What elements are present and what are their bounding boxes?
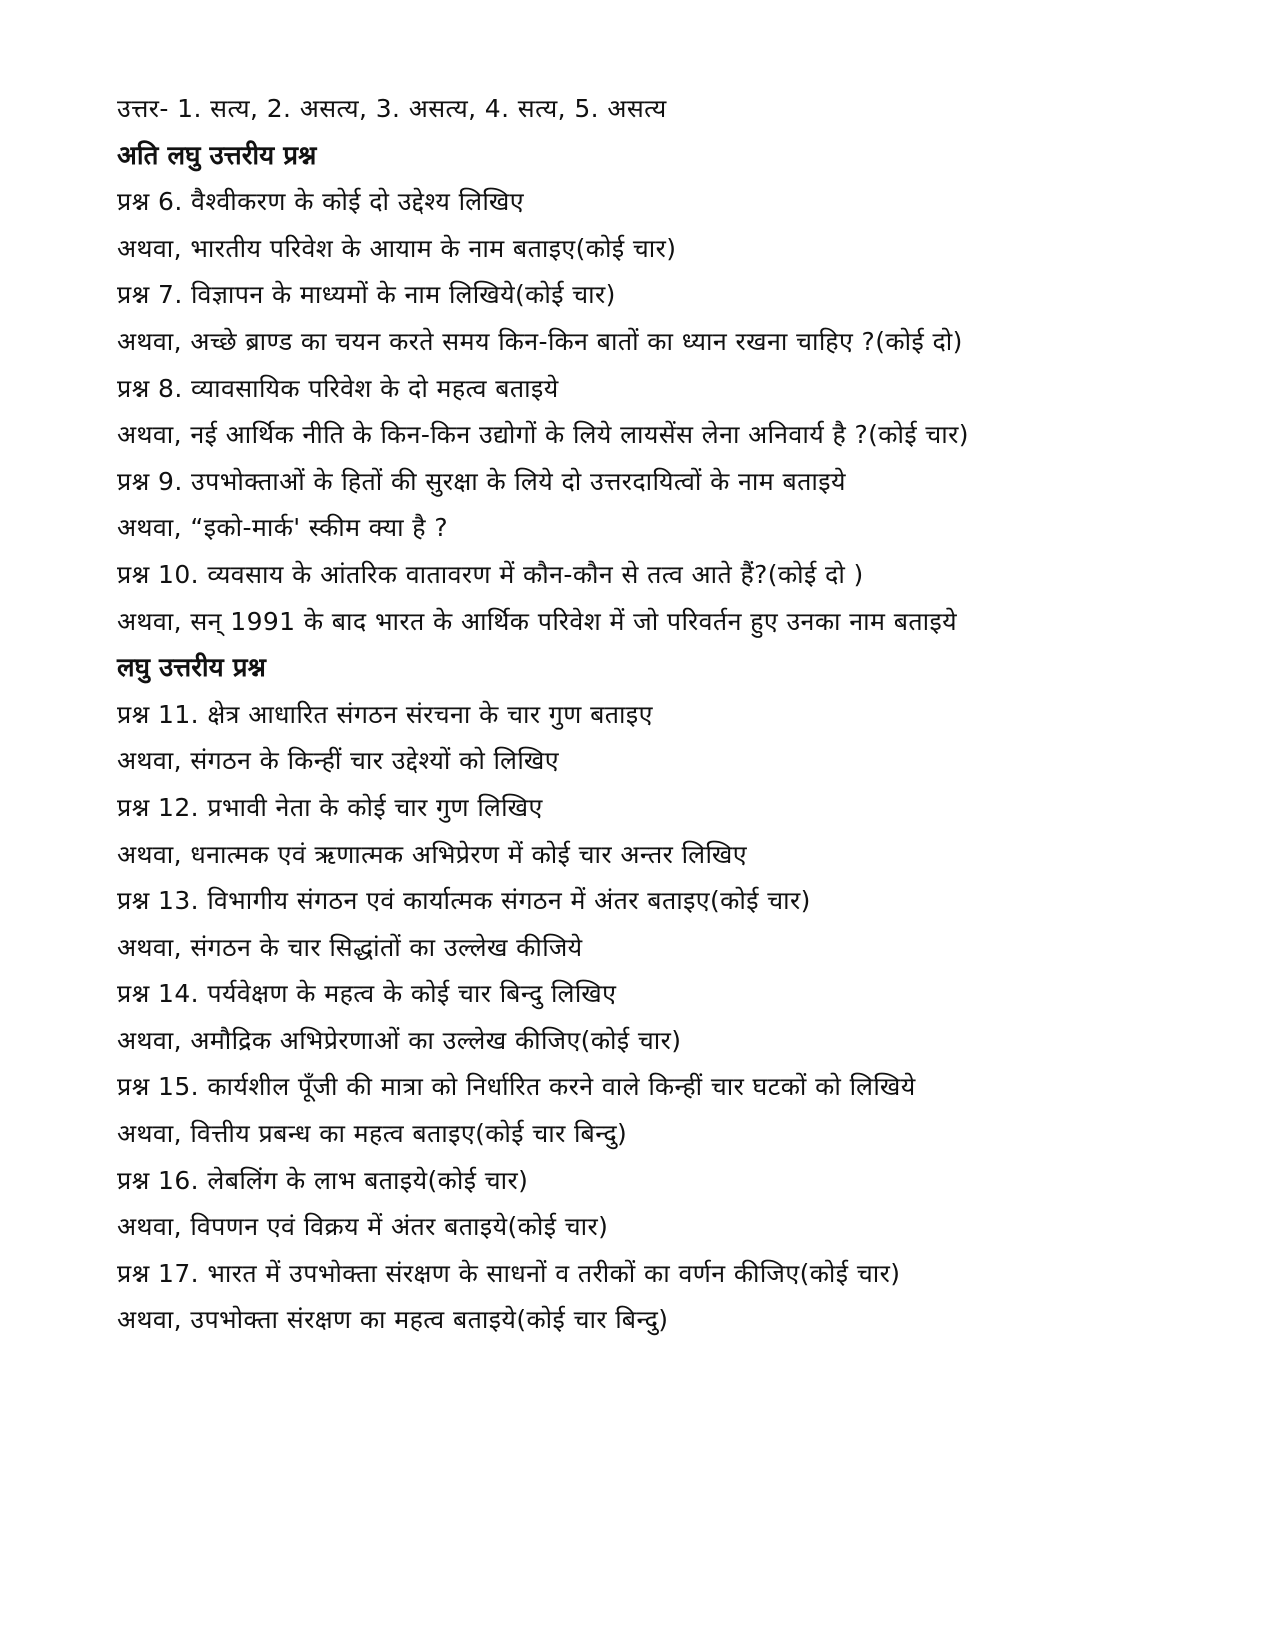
question-13-alt: अथवा, संगठन के चार सिद्धांतों का उल्लेख कीजिये: [117, 932, 583, 962]
question-12-alt: अथवा, धनात्मक एवं ऋणात्मक अभिप्रेरण में कोई चार अन्तर लिखिए: [117, 839, 747, 869]
question-16-alt: अथवा, विपणन एवं विक्रय में अंतर बताइये(कोई चार): [117, 1212, 609, 1242]
question-12: प्रश्न 12. प्रभावी नेता के कोई चार गुण लिखिए: [117, 792, 543, 822]
question-10: प्रश्न 10. व्यवसाय के आंतरिक वातावरण में कौन-कौन से तत्व आते हैं?(कोई दो ): [117, 559, 864, 589]
question-14: प्रश्न 14. पर्यवेक्षण के महत्व के कोई चार बिन्दु लिखिए: [117, 979, 617, 1009]
question-15-alt: अथवा, वित्तीय प्रबन्ध का महत्व बताइए(कोई चार बिन्दु): [117, 1119, 628, 1149]
question-16: प्रश्न 16. लेबलिंग के लाभ बताइये(कोई चार): [117, 1165, 529, 1195]
question-6: प्रश्न 6. वैश्वीकरण के कोई दो उद्देश्य लिखिए: [117, 187, 524, 217]
answer-line: उत्तर- 1. सत्य, 2. असत्य, 3. असत्य, 4. सत्य, 5. असत्य: [117, 94, 667, 123]
question-10-alt: अथवा, सन् 1991 के बाद भारत के आर्थिक परिवेश में जो परिवर्तन हुए उनका नाम बताइये: [117, 606, 958, 636]
question-17-alt: अथवा, उपभोक्ता संरक्षण का महत्व बताइये(कोई चार बिन्दु): [117, 1305, 669, 1335]
section-heading-very-short: अति लघु उत्तरीय प्रश्न: [117, 140, 317, 171]
question-13: प्रश्न 13. विभागीय संगठन एवं कार्यात्मक संगठन में अंतर बताइए(कोई चार): [117, 886, 811, 916]
question-11: प्रश्न 11. क्षेत्र आधारित संगठन संरचना के चार गुण बताइए: [117, 699, 653, 729]
question-11-alt: अथवा, संगठन के किन्हीं चार उद्देश्यों को लिखिए: [117, 746, 559, 776]
question-8-alt: अथवा, नई आर्थिक नीति के किन-किन उद्योगों के लिये लायसेंस लेना अनिवार्य है ?(कोई चार): [117, 420, 969, 450]
question-7-alt: अथवा, अच्छे ब्राण्ड का चयन करते समय किन-किन बातों का ध्यान रखना चाहिए ?(कोई दो): [117, 326, 963, 356]
question-9: प्रश्न 9. उपभोक्ताओं के हितों की सुरक्षा के लिये दो उत्तरदायित्वों के नाम बताइये: [117, 466, 846, 496]
question-7: प्रश्न 7. विज्ञापन के माध्यमों के नाम लिखिये(कोई चार): [117, 280, 616, 310]
section-heading-short: लघु उत्तरीय प्रश्न: [117, 653, 266, 684]
question-8: प्रश्न 8. व्यावसायिक परिवेश के दो महत्व बताइये: [117, 373, 559, 403]
question-15: प्रश्न 15. कार्यशील पूँजी की मात्रा को निर्धारित करने वाले किन्हीं चार घटकों को लिखिये: [117, 1072, 916, 1102]
question-14-alt: अथवा, अमौद्रिक अभिप्रेरणाओं का उल्लेख कीजिए(कोई चार): [117, 1025, 682, 1055]
question-6-alt: अथवा, भारतीय परिवेश के आयाम के नाम बताइए(कोई चार): [117, 233, 677, 263]
question-9-alt: अथवा, “इको-मार्क' स्कीम क्या है ?: [117, 513, 448, 543]
question-17: प्रश्न 17. भारत में उपभोक्ता संरक्षण के साधनों व तरीकों का वर्णन कीजिए(कोई चार): [117, 1258, 901, 1288]
document-page: [117, 86, 1127, 1344]
